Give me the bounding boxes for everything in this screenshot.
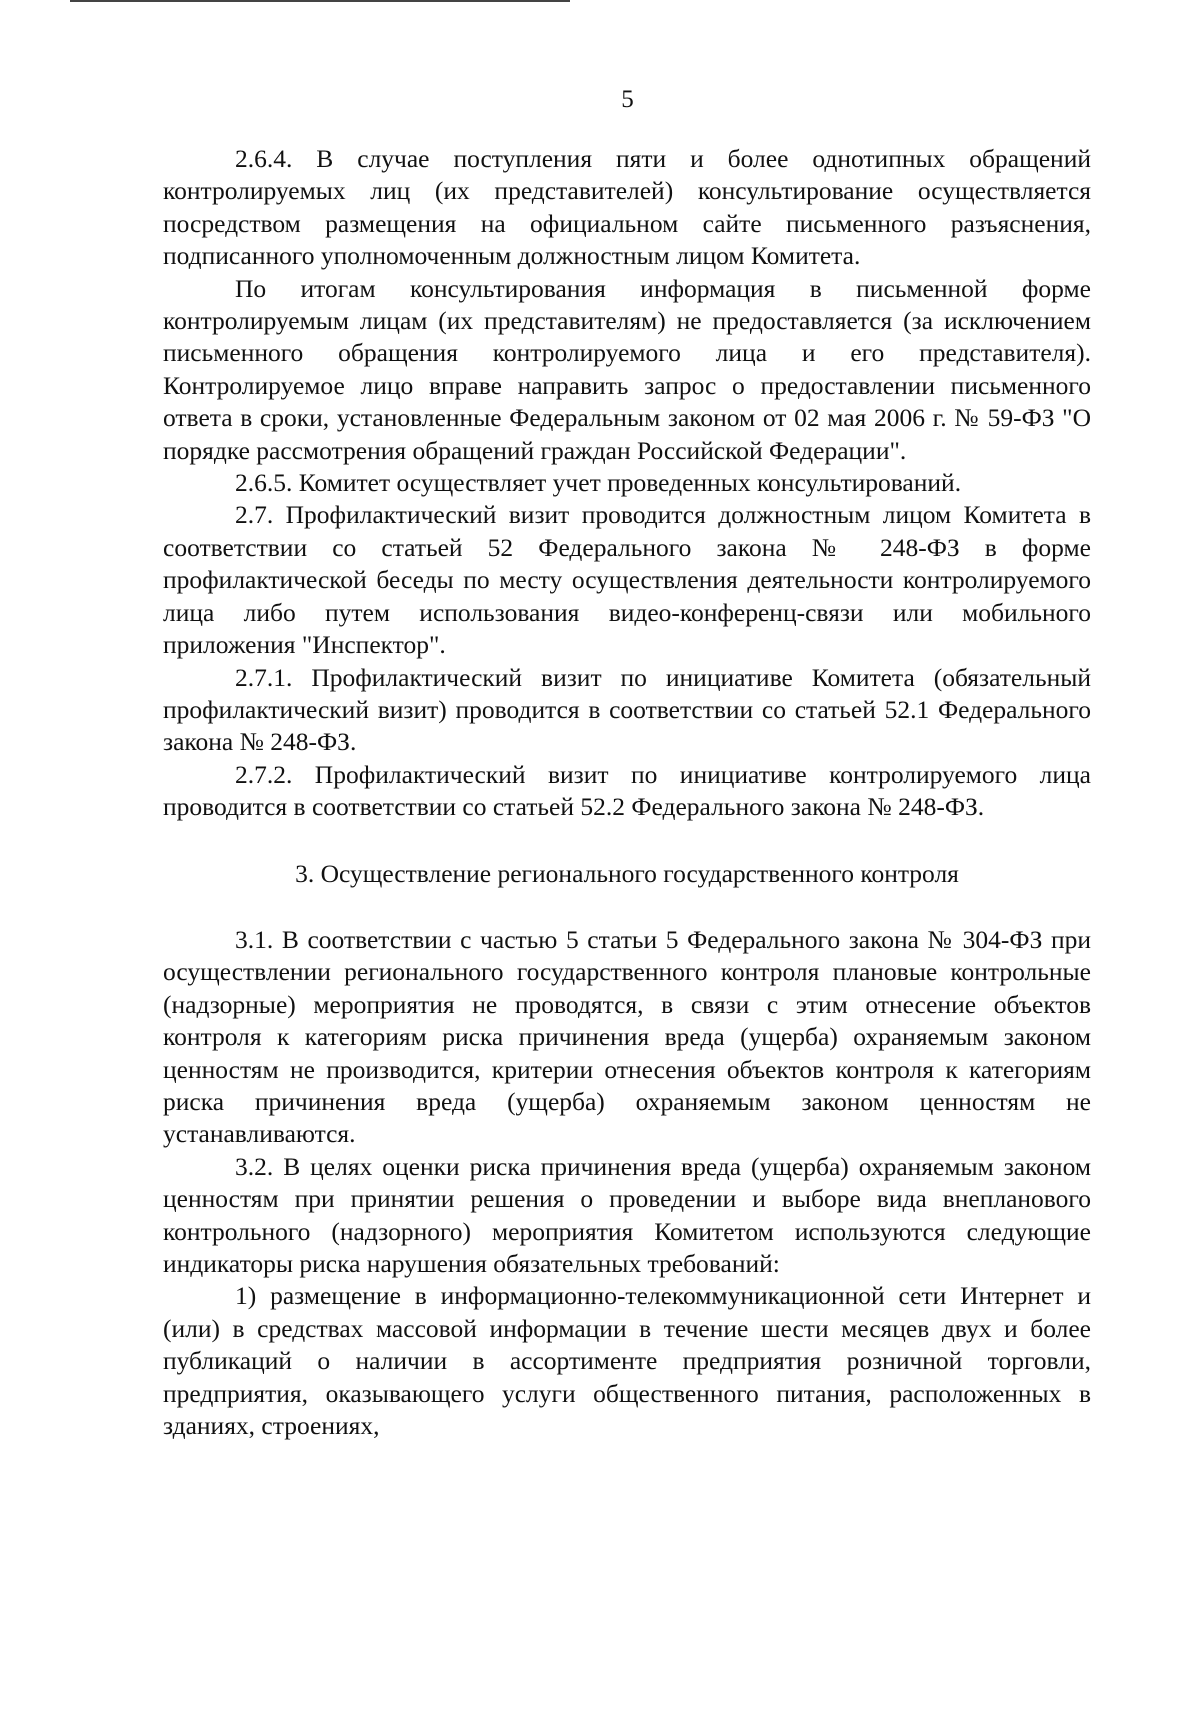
page-number: 5 [621,86,634,113]
paragraph-indicator-1: 1) размещение в информационно-телекоммуникационной сети Интернет и (или) в средствах массовой информации в течение шести месяцев двух и более публикаций о наличии в ассортименте предприятия розничной торговли, предприятия, оказывающего услуги общественного питания, расположенных в зданиях, строениях, [163,1281,1091,1441]
paragraph-3-1: 3.1. В соответствии с частью 5 статьи 5 Федерального закона № 304-ФЗ при осуществлении регионального государственного контроля плановые контрольные (надзорные) мероприятия не проводятся, в связи с этим отнесение объектов контроля к категориям риска причинения вреда (ущерба) охраняемым законом ценностям не производится, критерии отнесения объектов контроля к категориям риска причинения вреда (ущерба) охраняемым законом ценностям не устанавливаются. [163,924,1091,1149]
paragraph-2-6-5: 2.6.5. Комитет осуществляет учет проведенных консультирований. [235,468,962,498]
paragraph-2-7-2: 2.7.2. Профилактический визит по инициативе контролируемого лица проводится в соответствии со статьей 52.2 Федерального закона № 248-ФЗ. [163,759,1091,822]
scan-edge-line [70,0,570,2]
paragraph-2-7-1: 2.7.1. Профилактический визит по инициативе Комитета (обязательный профилактический визит) проводится в соответствии со статьей 52.1 Федерального закона № 248-ФЗ. [163,662,1091,757]
document-body [163,143,1091,1442]
paragraph-3-2: 3.2. В целях оценки риска причинения вреда (ущерба) охраняемым законом ценностям при принятии решения о проведении и выборе вида внепланового контрольного (надзорного) мероприятия Комитетом используются следующие индикаторы риска нарушения обязательных требований: [163,1151,1091,1278]
paragraph-consultation-results: По итогам консультирования информация в письменной форме контролируемым лицам (их представителям) не предоставляется (за исключением письменного обращения контролируемого лица и его представителя). Контролируемое лицо вправе направить запрос о предоставлении письменного ответа в сроки, установленные Федеральным законом от 02 мая 2006 г. № 59-ФЗ "О порядке рассмотрения обращений граждан Российской Федерации". [163,273,1091,465]
section-heading: 3. Осуществление регионального государственного контроля [295,858,959,888]
paragraph-2-6-4: 2.6.4. В случае поступления пяти и более однотипных обращений контролируемых лиц (их представителей) консультирование осуществляется посредством размещения на официальном сайте письменного разъяснения, подписанного уполномоченным должностным лицом Комитета. [163,144,1091,271]
paragraph-2-7: 2.7. Профилактический визит проводится должностным лицом Комитета в соответствии со статьей 52 Федерального закона № 248-ФЗ в форме профилактической беседы по месту осуществления деятельности контролируемого лица либо путем использования видео-конференц-связи или мобильного приложения "Инспектор". [163,500,1091,660]
